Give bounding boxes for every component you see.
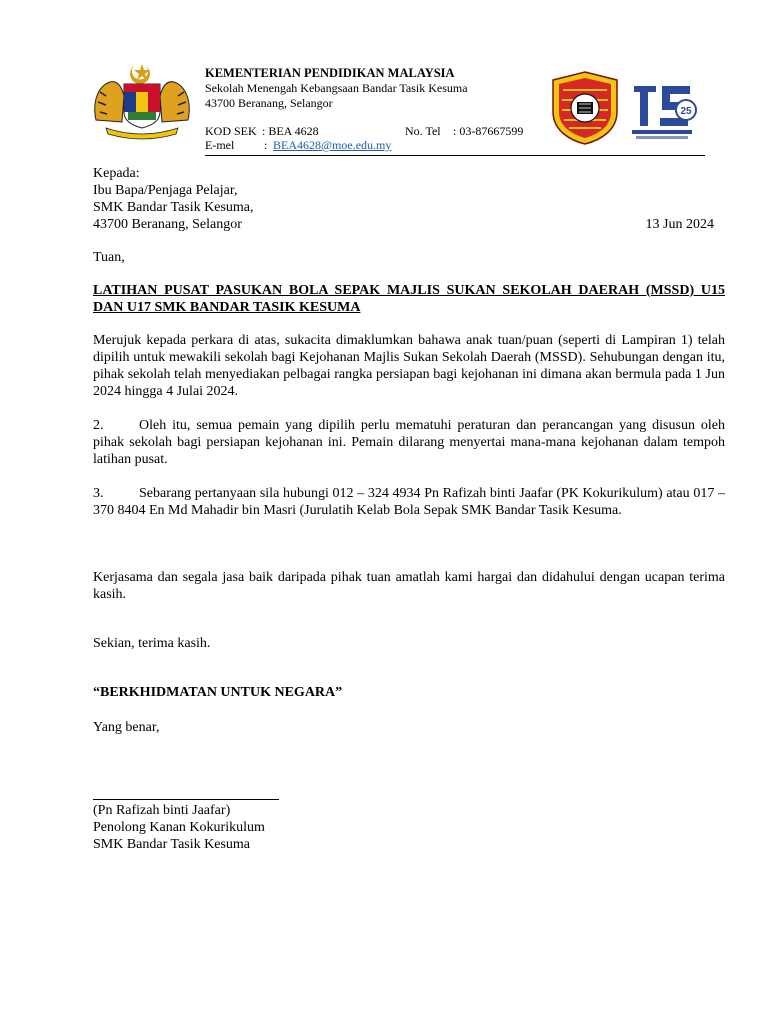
tf-logo-number: 25 (680, 106, 692, 117)
yang-benar: Yang benar, (93, 720, 160, 735)
email-label: E-mel (205, 138, 235, 152)
paragraph-3 (93, 485, 725, 519)
phone-label: No. Tel (405, 124, 441, 138)
paragraph-2-text: Oleh itu, semua pemain yang dipilih perlu mematuhi peraturan dan perancangan yang disusun oleh pihak sekolah bagi persiapan kejohanan ini. Pemain dilarang menyertai mana-mana kejohanan dalam tempoh latihan pusat. (93, 418, 725, 467)
letter-title: LATIHAN PUSAT PASUKAN BOLA SEPAK MAJLIS SUKAN SEKOLAH DAERAH (MSSD) U15 DAN U17 SMK BANDAR TASIK KESUMA (93, 283, 725, 315)
signatory-position: Penolong Kanan Kokurikulum (93, 820, 265, 835)
school-logo-icon (549, 70, 621, 146)
greeting: Tuan, (93, 250, 125, 265)
signature-line (93, 799, 279, 800)
motto: “BERKHIDMATAN UNTUK NEGARA” (93, 685, 343, 700)
paragraph-2 (93, 417, 725, 468)
phone-value: : 03-87667599 (453, 124, 524, 138)
email-colon: : (264, 138, 268, 152)
school-code-value: : BEA 4628 (262, 124, 319, 138)
sekian-text: Sekian, terima kasih. (93, 636, 211, 651)
signatory-school: SMK Bandar Tasik Kesuma (93, 837, 251, 852)
recipient-line-2: SMK Bandar Tasik Kesuma, (93, 200, 254, 215)
paragraph-3-number: 3. (93, 486, 104, 501)
recipient-line-1: Ibu Bapa/Penjaga Pelajar, (93, 183, 238, 198)
signatory-name: (Pn Rafizah binti Jaafar) (93, 803, 231, 818)
letterhead-divider (205, 155, 705, 156)
paragraph-2-number: 2. (93, 418, 104, 433)
recipient-line-3: 43700 Beranang, Selangor (93, 217, 242, 232)
letter-date: 13 Jun 2024 (645, 217, 714, 232)
malaysia-coat-of-arms-icon (88, 62, 196, 140)
letterhead-text (205, 66, 468, 111)
email-link[interactable]: BEA4628@moe.edu.my (273, 138, 392, 152)
ministry-name: KEMENTERIAN PENDIDIKAN MALAYSIA (205, 66, 455, 80)
school-address: 43700 Beranang, Selangor (205, 96, 333, 110)
school-name: Sekolah Menengah Kebangsaan Bandar Tasik Kesuma (205, 81, 468, 95)
paragraph-3-text: Sebarang pertanyaan sila hubungi 012 – 324 4934 Pn Rafizah binti Jaafar (PK Kokurikulum) atau 017 – 370 8404 En Md Mahadir bin Masri (Jurulatih Kelab Bola Sepak SMK Bandar Tasik Kesuma. (93, 486, 725, 518)
paragraph-closing: Kerjasama dan segala jasa baik daripada pihak tuan amatlah kami hargai dan didahului dengan ucapan terima kasih. (93, 570, 725, 602)
paragraph-intro: Merujuk kepada perkara di atas, sukacita dimaklumkan bahawa anak tuan/puan (seperti di Lampiran 1) telah dipilih untuk mewakili sekolah bagi Kejohanan Majlis Sukan Sekolah Daerah (MSSD). Sehubungan dengan itu, pihak sekolah telah menyediakan pelbagai rangka persiapan bagi kejohanan ini dimana akan bermula pada 1 Jun 2024 hingga 4 Julai 2024. (93, 333, 725, 399)
transformation-programme-logo-icon (626, 72, 698, 144)
recipient-to-label: Kepada: (93, 166, 140, 181)
school-code-label: KOD SEK (205, 124, 257, 138)
